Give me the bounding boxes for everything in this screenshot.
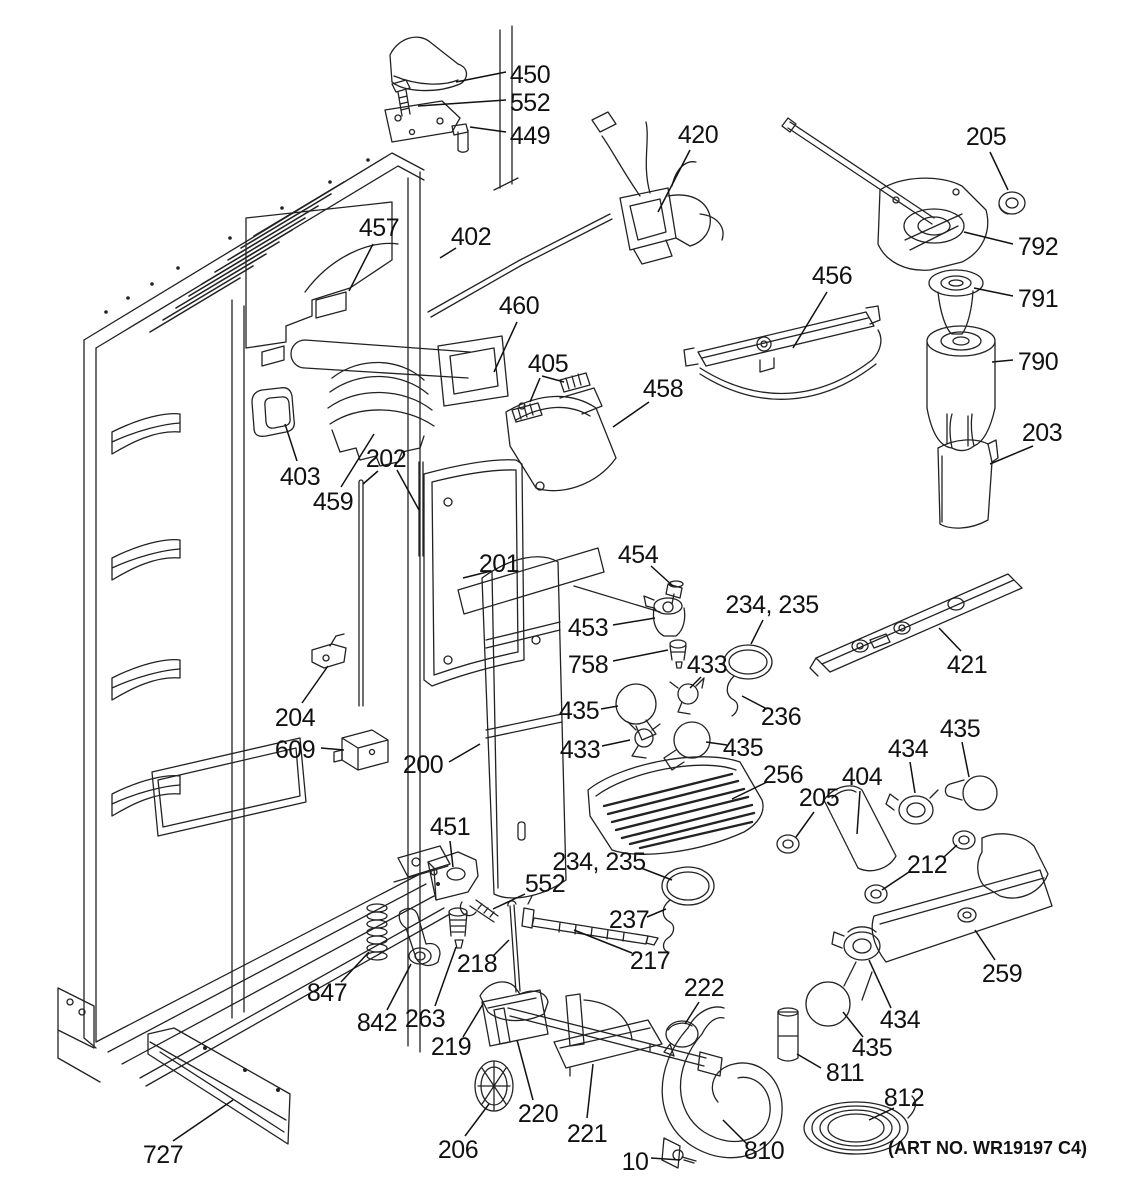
part-label-449: 449 bbox=[509, 122, 551, 150]
callout-222 bbox=[684, 974, 724, 1024]
callout-234-235-lower bbox=[552, 848, 672, 880]
leader-line bbox=[435, 947, 456, 1006]
leader-line bbox=[964, 232, 1013, 244]
leader-line bbox=[869, 960, 891, 1008]
callout-450 bbox=[456, 61, 550, 89]
part-label-790: 790 bbox=[1017, 348, 1059, 376]
part-label-10: 10 bbox=[621, 1148, 649, 1176]
leader-line bbox=[797, 1054, 821, 1068]
callout-234-235-upper bbox=[725, 591, 818, 644]
part-label-847: 847 bbox=[306, 979, 348, 1007]
leader-line bbox=[990, 152, 1008, 190]
part-label-217: 217 bbox=[629, 947, 671, 975]
callout-458 bbox=[613, 375, 683, 427]
part-label-451: 451 bbox=[429, 813, 471, 841]
leader-line bbox=[793, 292, 827, 348]
part-label-404: 404 bbox=[841, 763, 883, 791]
leader-line bbox=[613, 618, 655, 625]
leader-line bbox=[449, 744, 480, 762]
part-label-792: 792 bbox=[1017, 233, 1059, 261]
part-label-202: 202 bbox=[365, 445, 407, 473]
part-label-435-left: 435 bbox=[558, 697, 600, 725]
part-label-810: 810 bbox=[743, 1137, 785, 1165]
part-label-234-235-upper: 234, 235 bbox=[725, 591, 819, 619]
part-label-200: 200 bbox=[402, 751, 444, 779]
callout-204 bbox=[275, 666, 328, 732]
part-label-812: 812 bbox=[883, 1084, 925, 1112]
part-label-218: 218 bbox=[456, 950, 498, 978]
callout-200 bbox=[403, 744, 480, 779]
part-label-727: 727 bbox=[142, 1141, 184, 1169]
part-label-453: 453 bbox=[567, 614, 609, 642]
part-label-433-lower: 433 bbox=[559, 736, 601, 764]
callout-449 bbox=[470, 122, 550, 150]
callout-792 bbox=[964, 232, 1058, 261]
part-label-237: 237 bbox=[608, 906, 650, 934]
callout-459 bbox=[313, 434, 374, 516]
callout-552-top bbox=[418, 89, 550, 117]
part-label-460: 460 bbox=[498, 292, 540, 320]
callout-435-left bbox=[559, 697, 618, 725]
callout-433-upper bbox=[687, 651, 727, 688]
callout-791 bbox=[974, 285, 1058, 313]
part-label-758: 758 bbox=[567, 651, 609, 679]
callout-435-right bbox=[940, 715, 980, 777]
callout-812 bbox=[869, 1084, 924, 1120]
callout-842 bbox=[357, 964, 411, 1037]
callout-202 bbox=[363, 445, 419, 510]
leader-line bbox=[321, 748, 344, 750]
part-label-609: 609 bbox=[274, 736, 316, 764]
leader-line bbox=[651, 1158, 680, 1160]
callout-454 bbox=[618, 541, 673, 586]
leader-line bbox=[517, 1040, 533, 1100]
part-label-552-top: 552 bbox=[509, 89, 551, 117]
part-label-434-lower: 434 bbox=[879, 1006, 921, 1034]
leader-line bbox=[857, 791, 860, 834]
leader-line bbox=[975, 930, 995, 960]
part-label-403: 403 bbox=[279, 463, 321, 491]
art-number: (ART NO. WR19197 C4) bbox=[888, 1138, 1088, 1158]
part-label-405: 405 bbox=[527, 350, 569, 378]
part-label-420: 420 bbox=[677, 121, 719, 149]
callout-758 bbox=[568, 650, 668, 679]
leader-line bbox=[751, 620, 763, 644]
leader-line bbox=[613, 402, 649, 427]
leader-line bbox=[974, 288, 1013, 296]
callout-201 bbox=[463, 550, 519, 578]
callout-434-lower bbox=[869, 960, 921, 1034]
leader-line bbox=[651, 566, 673, 586]
leader-line bbox=[939, 628, 961, 651]
callout-420 bbox=[658, 121, 718, 212]
part-label-457: 457 bbox=[358, 214, 400, 242]
part-label-402: 402 bbox=[450, 223, 492, 251]
leader-line bbox=[962, 742, 969, 777]
callout-10 bbox=[622, 1148, 680, 1176]
part-label-459: 459 bbox=[312, 488, 354, 516]
part-label-236: 236 bbox=[760, 703, 802, 731]
leader-line bbox=[173, 1100, 233, 1141]
part-label-456: 456 bbox=[811, 262, 853, 290]
part-label-421: 421 bbox=[946, 651, 988, 679]
part-label-552-lower: 552 bbox=[524, 870, 566, 898]
leader-line bbox=[302, 666, 328, 703]
callout-790 bbox=[992, 348, 1058, 376]
part-label-205-top: 205 bbox=[965, 123, 1007, 151]
callout-203 bbox=[990, 419, 1062, 464]
leader-line bbox=[658, 150, 690, 212]
part-label-201: 201 bbox=[478, 550, 520, 578]
part-label-222: 222 bbox=[683, 974, 725, 1002]
part-label-434-upper: 434 bbox=[887, 735, 929, 763]
callout-405 bbox=[528, 350, 568, 402]
part-label-842: 842 bbox=[356, 1009, 398, 1037]
leader-line bbox=[349, 244, 373, 291]
part-label-221: 221 bbox=[566, 1120, 608, 1148]
part-label-263: 263 bbox=[404, 1005, 446, 1033]
callout-217 bbox=[574, 930, 670, 975]
callout-259 bbox=[975, 930, 1022, 988]
part-label-204: 204 bbox=[274, 704, 316, 732]
callout-205-mid bbox=[796, 784, 839, 837]
part-label-458: 458 bbox=[642, 375, 684, 403]
callout-402 bbox=[440, 223, 491, 258]
part-label-450: 450 bbox=[509, 61, 551, 89]
leader-line bbox=[882, 872, 909, 890]
callout-434-upper bbox=[888, 735, 929, 793]
part-label-811: 811 bbox=[825, 1059, 865, 1087]
leader-line bbox=[613, 650, 668, 661]
callout-237 bbox=[609, 906, 666, 934]
refrigerator-cabinet-artwork bbox=[58, 26, 518, 1086]
callout-421 bbox=[939, 628, 987, 679]
callout-847 bbox=[307, 952, 369, 1007]
part-label-256: 256 bbox=[762, 761, 804, 789]
callout-403 bbox=[280, 424, 320, 491]
part-label-205-mid: 205 bbox=[798, 784, 840, 812]
part-label-435-bottom: 435 bbox=[851, 1034, 893, 1062]
part-label-206: 206 bbox=[437, 1136, 479, 1164]
callout-220 bbox=[517, 1040, 558, 1128]
callout-456 bbox=[793, 262, 852, 348]
part-label-234-235-lower: 234, 235 bbox=[552, 848, 646, 876]
part-label-220: 220 bbox=[517, 1100, 559, 1128]
callout-206 bbox=[438, 1104, 489, 1164]
callout-404 bbox=[842, 763, 883, 834]
part-label-219: 219 bbox=[430, 1033, 472, 1061]
part-label-259: 259 bbox=[981, 960, 1023, 988]
part-label-791: 791 bbox=[1017, 285, 1059, 313]
part-label-454: 454 bbox=[617, 541, 659, 569]
part-label-203: 203 bbox=[1021, 419, 1063, 447]
part-label-435-right: 435 bbox=[939, 715, 981, 743]
leader-line bbox=[601, 706, 618, 709]
leader-line bbox=[602, 740, 630, 746]
leader-line bbox=[910, 762, 915, 793]
part-label-433-upper: 433 bbox=[686, 651, 728, 679]
leader-line bbox=[456, 72, 506, 82]
callout-221 bbox=[567, 1064, 607, 1148]
callout-236 bbox=[742, 696, 801, 731]
callout-433-lower bbox=[560, 736, 630, 764]
callout-218 bbox=[457, 940, 509, 978]
part-label-212: 212 bbox=[906, 851, 948, 879]
leader-line bbox=[341, 952, 369, 982]
leader-line bbox=[587, 1064, 593, 1118]
callout-453 bbox=[568, 614, 655, 642]
part-label-435-mid: 435 bbox=[722, 734, 764, 762]
leader-line bbox=[465, 1104, 489, 1136]
callout-205-top bbox=[966, 123, 1008, 190]
callout-727 bbox=[143, 1100, 233, 1169]
leader-line bbox=[796, 812, 814, 837]
